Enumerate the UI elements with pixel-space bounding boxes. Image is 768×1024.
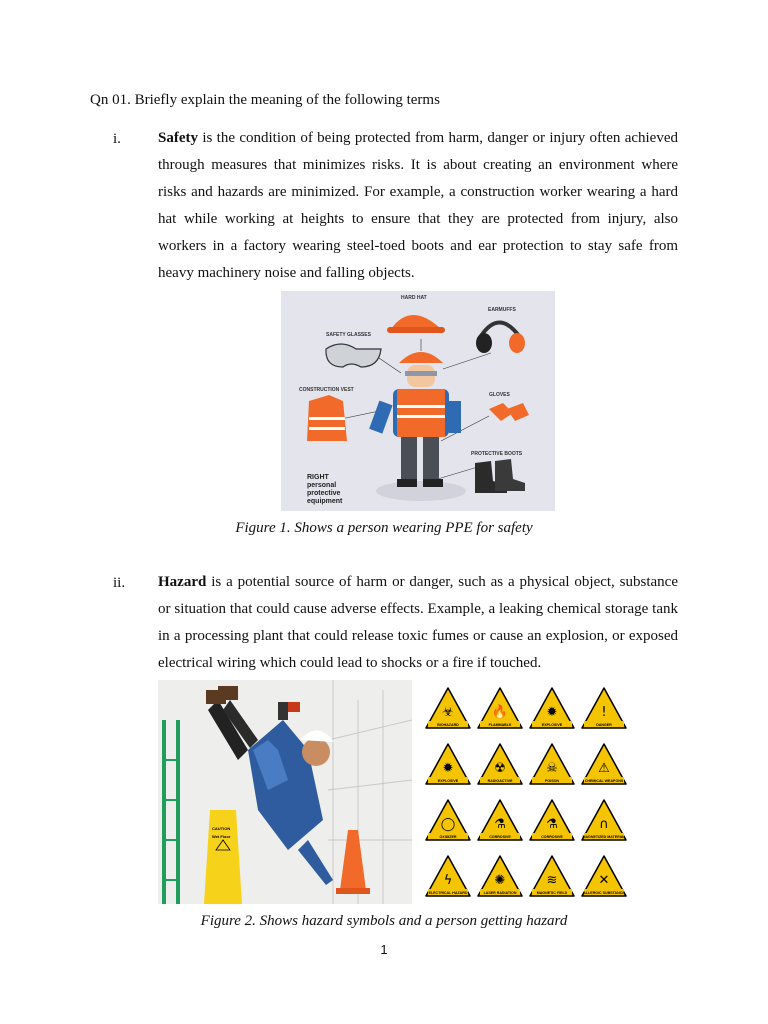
ppe-title-line4: equipment (307, 498, 343, 505)
svg-text:☠: ☠ (546, 761, 558, 776)
hazard-symbol-label: ELECTRICAL HAZARD (428, 891, 468, 895)
svg-text:∩: ∩ (599, 817, 609, 832)
svg-text:⚗: ⚗ (494, 817, 506, 832)
hazard-paragraph (158, 569, 678, 677)
hazard-symbol-explosive-icon (530, 688, 574, 728)
hazard-symbol-biohazard-icon (426, 688, 470, 728)
falling-worker-photo (158, 680, 412, 904)
sign-line2: Wet Floor (212, 834, 231, 839)
protective-boots-icon (475, 459, 525, 493)
hazard-symbol-corrosive-icon (478, 800, 522, 840)
hazard-symbol-laser-radiation-icon (478, 856, 522, 896)
ppe-title-line3: protective (307, 490, 341, 497)
svg-text:✺: ✺ (494, 873, 506, 888)
hazard-symbol-magnetic-field-icon (530, 856, 574, 896)
hazard-definition: is a potential source of harm or danger, such as a physical object, substance or situation that could cause adverse effects. Example, a leaking chemical storage tank in a processing plant that could release toxic fumes or cause an explosion, or exposed electrical wiring which could lead to shocks or a fire if touched. (158, 574, 678, 671)
item-number-i: i. (113, 131, 121, 147)
svg-text:⚗: ⚗ (546, 817, 558, 832)
hazard-symbol-label: LASER RADIATION (483, 891, 517, 895)
hazard-symbol-poison-icon (530, 744, 574, 784)
label-hard-hat: HARD HAT (401, 295, 427, 301)
svg-text:!: ! (601, 705, 607, 720)
hazard-symbol-label: CORROSIVE (489, 835, 511, 839)
safety-glasses-icon (326, 344, 381, 367)
item-number-ii: ii. (113, 575, 126, 591)
hazard-term: Hazard (158, 574, 207, 590)
hazard-symbol-chemical-weapons-icon (582, 744, 626, 784)
hazard-symbol-label: BIOHAZARD (437, 723, 459, 727)
label-safety-glasses: SAFETY GLASSES (326, 332, 371, 338)
hazard-symbol-oxidizer-icon (426, 800, 470, 840)
svg-text:✹: ✹ (546, 705, 558, 720)
gloves-icon (489, 403, 529, 421)
hazard-symbol-magnetized-material-icon (582, 800, 626, 840)
question-heading: Qn 01. Briefly explain the meaning of the following terms (90, 92, 440, 108)
wet-floor-sign-icon (204, 810, 242, 904)
figure2-caption: Figure 2. Shows hazard symbols and a person getting hazard (200, 913, 568, 929)
safety-term: Safety (158, 130, 198, 146)
label-gloves: GLOVES (489, 392, 510, 398)
hazard-symbol-label: OXIDIZER (439, 835, 457, 839)
svg-text:◯: ◯ (440, 817, 456, 832)
ppe-title-line2: personal (307, 482, 337, 489)
svg-text:✕: ✕ (598, 873, 610, 888)
construction-vest-icon (307, 395, 347, 441)
label-earmuffs: EARMUFFS (488, 307, 516, 313)
hazard-symbol-label: EXPLOSIVE (541, 723, 563, 727)
hazard-symbol-label: MAGNETIC FIELD (536, 891, 568, 895)
ppe-figure (281, 291, 555, 511)
page-number: 1 (380, 942, 388, 957)
hazard-symbol-flammable-icon (478, 688, 522, 728)
svg-text:✹: ✹ (442, 761, 454, 776)
hazard-symbol-allergic-substance-icon (582, 856, 626, 896)
hazard-symbol-electrical-hazard-icon (426, 856, 470, 896)
svg-text:≋: ≋ (546, 873, 558, 888)
worker-figure (369, 352, 466, 501)
svg-text:ϟ: ϟ (443, 873, 453, 888)
hazard-symbol-label: CHEMICAL WEAPONS (584, 779, 624, 783)
svg-text:☣: ☣ (442, 705, 454, 720)
hazard-symbol-explosive-icon (426, 744, 470, 784)
svg-text:☢: ☢ (494, 761, 506, 776)
hazard-symbol-label: EXPLOSIVE (437, 779, 459, 783)
hazard-symbol-label: FLAMMABLE (488, 723, 512, 727)
hard-hat-icon (387, 315, 445, 333)
safety-definition: is the condition of being protected from harm, danger or injury often achieved through measures that minimizes risks. It is about creating an environment where risks and hazards are minimized. For example, a construction worker wearing a hard hat while working at heights to ensure that they are protected from injury, also workers in a factory wearing steel-toed boots and ear protection to stay safe from heavy machinery noise and falling objects. (158, 130, 678, 281)
hazard-symbol-label: DANGER (596, 723, 612, 727)
ppe-title-line1: RIGHT (307, 474, 329, 481)
figure1-caption: Figure 1. Shows a person wearing PPE for safety (235, 520, 533, 536)
hazard-symbol-label: ALLERGIC SUBSTANCE (583, 891, 625, 895)
hazard-symbol-label: CORROSIVE (541, 835, 563, 839)
hazard-symbols-grid (416, 680, 636, 904)
svg-text:⚠: ⚠ (598, 761, 610, 776)
earmuffs-icon (476, 323, 525, 354)
hazard-symbol-radioactive-icon (478, 744, 522, 784)
svg-text:🔥: 🔥 (491, 705, 509, 720)
sign-line1: CAUTION (212, 826, 231, 831)
hazard-symbol-danger-icon (582, 688, 626, 728)
label-construction-vest: CONSTRUCTION VEST (299, 387, 354, 393)
hazard-symbol-label: MAGNETIZED MATERIAL (582, 835, 626, 839)
hazard-symbol-label: POISON (545, 779, 559, 783)
hazard-symbol-label: RADIOACTIVE (487, 779, 513, 783)
safety-paragraph (158, 125, 678, 287)
label-protective-boots: PROTECTIVE BOOTS (471, 451, 523, 457)
hazard-symbol-corrosive-icon (530, 800, 574, 840)
